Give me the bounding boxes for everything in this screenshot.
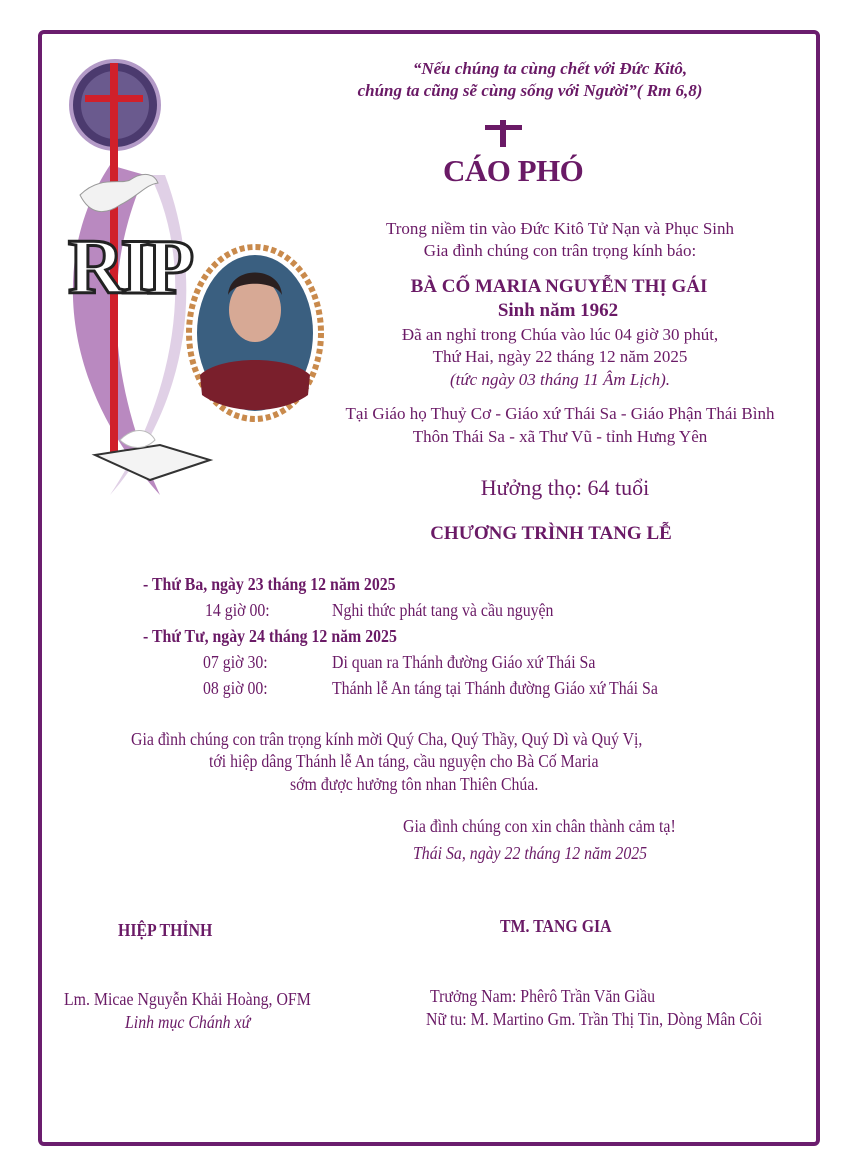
cross-icon-vertical [500, 120, 506, 147]
deceased-name: BÀ CỐ MARIA NGUYỄN THỊ GÁI [410, 276, 708, 297]
invitation-line-2: tới hiệp dâng Thánh lễ An táng, cầu nguyện cho Bà Cố Maria [209, 751, 599, 771]
lunar-date: (tức ngày 03 tháng 11 Âm Lịch). [449, 370, 671, 389]
right-signature-heading: TM. TANG GIA [500, 916, 612, 936]
quote-line-1: “Nếu chúng ta cùng chết với Đức Kitô, [412, 59, 688, 78]
priest-role: Linh mục Chánh xứ [125, 1012, 251, 1032]
program-heading: CHƯƠNG TRÌNH TANG LỄ [430, 523, 672, 544]
priest-name: Lm. Micae Nguyễn Khải Hoàng, OFM [64, 989, 311, 1009]
eldest-son: Trưởng Nam: Phêrô Trần Văn Giầu [430, 986, 656, 1006]
memorial-artwork [50, 55, 340, 525]
left-signature-heading: HIỆP THỈNH [118, 920, 213, 940]
invitation-line-3: sớm được hưởng tôn nhan Thiên Chúa. [290, 774, 539, 794]
place-line-1: Tại Giáo họ Thuỷ Cơ - Giáo xứ Thái Sa - Giáo Phận Thái Bình [345, 404, 775, 423]
thanks: Gia đình chúng con xin chân thành cảm tạ! [403, 816, 676, 836]
event-desc: Nghi thức phát tang và cầu nguyện [332, 600, 554, 620]
event-time: 08 giờ 00: [203, 678, 268, 698]
quote-line-2: chúng ta cũng sẽ cùng sống với Người”( Rm 6,8) [357, 81, 703, 100]
rip-logo: RIP [68, 223, 191, 310]
intro-line-2: Gia đình chúng con trân trọng kính báo: [423, 241, 697, 260]
event-desc: Di quan ra Thánh đường Giáo xứ Thái Sa [332, 652, 596, 672]
event-desc: Thánh lễ An táng tại Thánh đường Giáo xứ Thái Sa [332, 678, 658, 698]
program-day-2: - Thứ Tư, ngày 24 tháng 12 năm 2025 [143, 626, 397, 646]
dateline: Thái Sa, ngày 22 tháng 12 năm 2025 [413, 843, 648, 863]
event-time: 14 giờ 00: [205, 600, 270, 620]
death-date: Thứ Hai, ngày 22 tháng 12 năm 2025 [432, 347, 688, 366]
invitation-line-1: Gia đình chúng con trân trọng kính mời Quý Cha, Quý Thầy, Quý Dì và Quý Vị, [131, 729, 643, 749]
birth-year: Sinh năm 1962 [497, 300, 619, 321]
page-title: CÁO PHÓ [443, 153, 584, 188]
nun-relative: Nữ tu: M. Martino Gm. Trần Thị Tin, Dòng Mân Côi [426, 1009, 763, 1029]
program-day-1: - Thứ Ba, ngày 23 tháng 12 năm 2025 [143, 574, 396, 594]
death-time: Đã an nghỉ trong Chúa vào lúc 04 giờ 30 phút, [401, 325, 719, 344]
age: Hưởng thọ: 64 tuổi [480, 475, 650, 500]
event-time: 07 giờ 30: [203, 652, 268, 672]
intro-line-1: Trong niềm tin vào Đức Kitô Tử Nạn và Phục Sinh [385, 219, 735, 238]
place-line-2: Thôn Thái Sa - xã Thư Vũ - tỉnh Hưng Yên [412, 427, 708, 446]
